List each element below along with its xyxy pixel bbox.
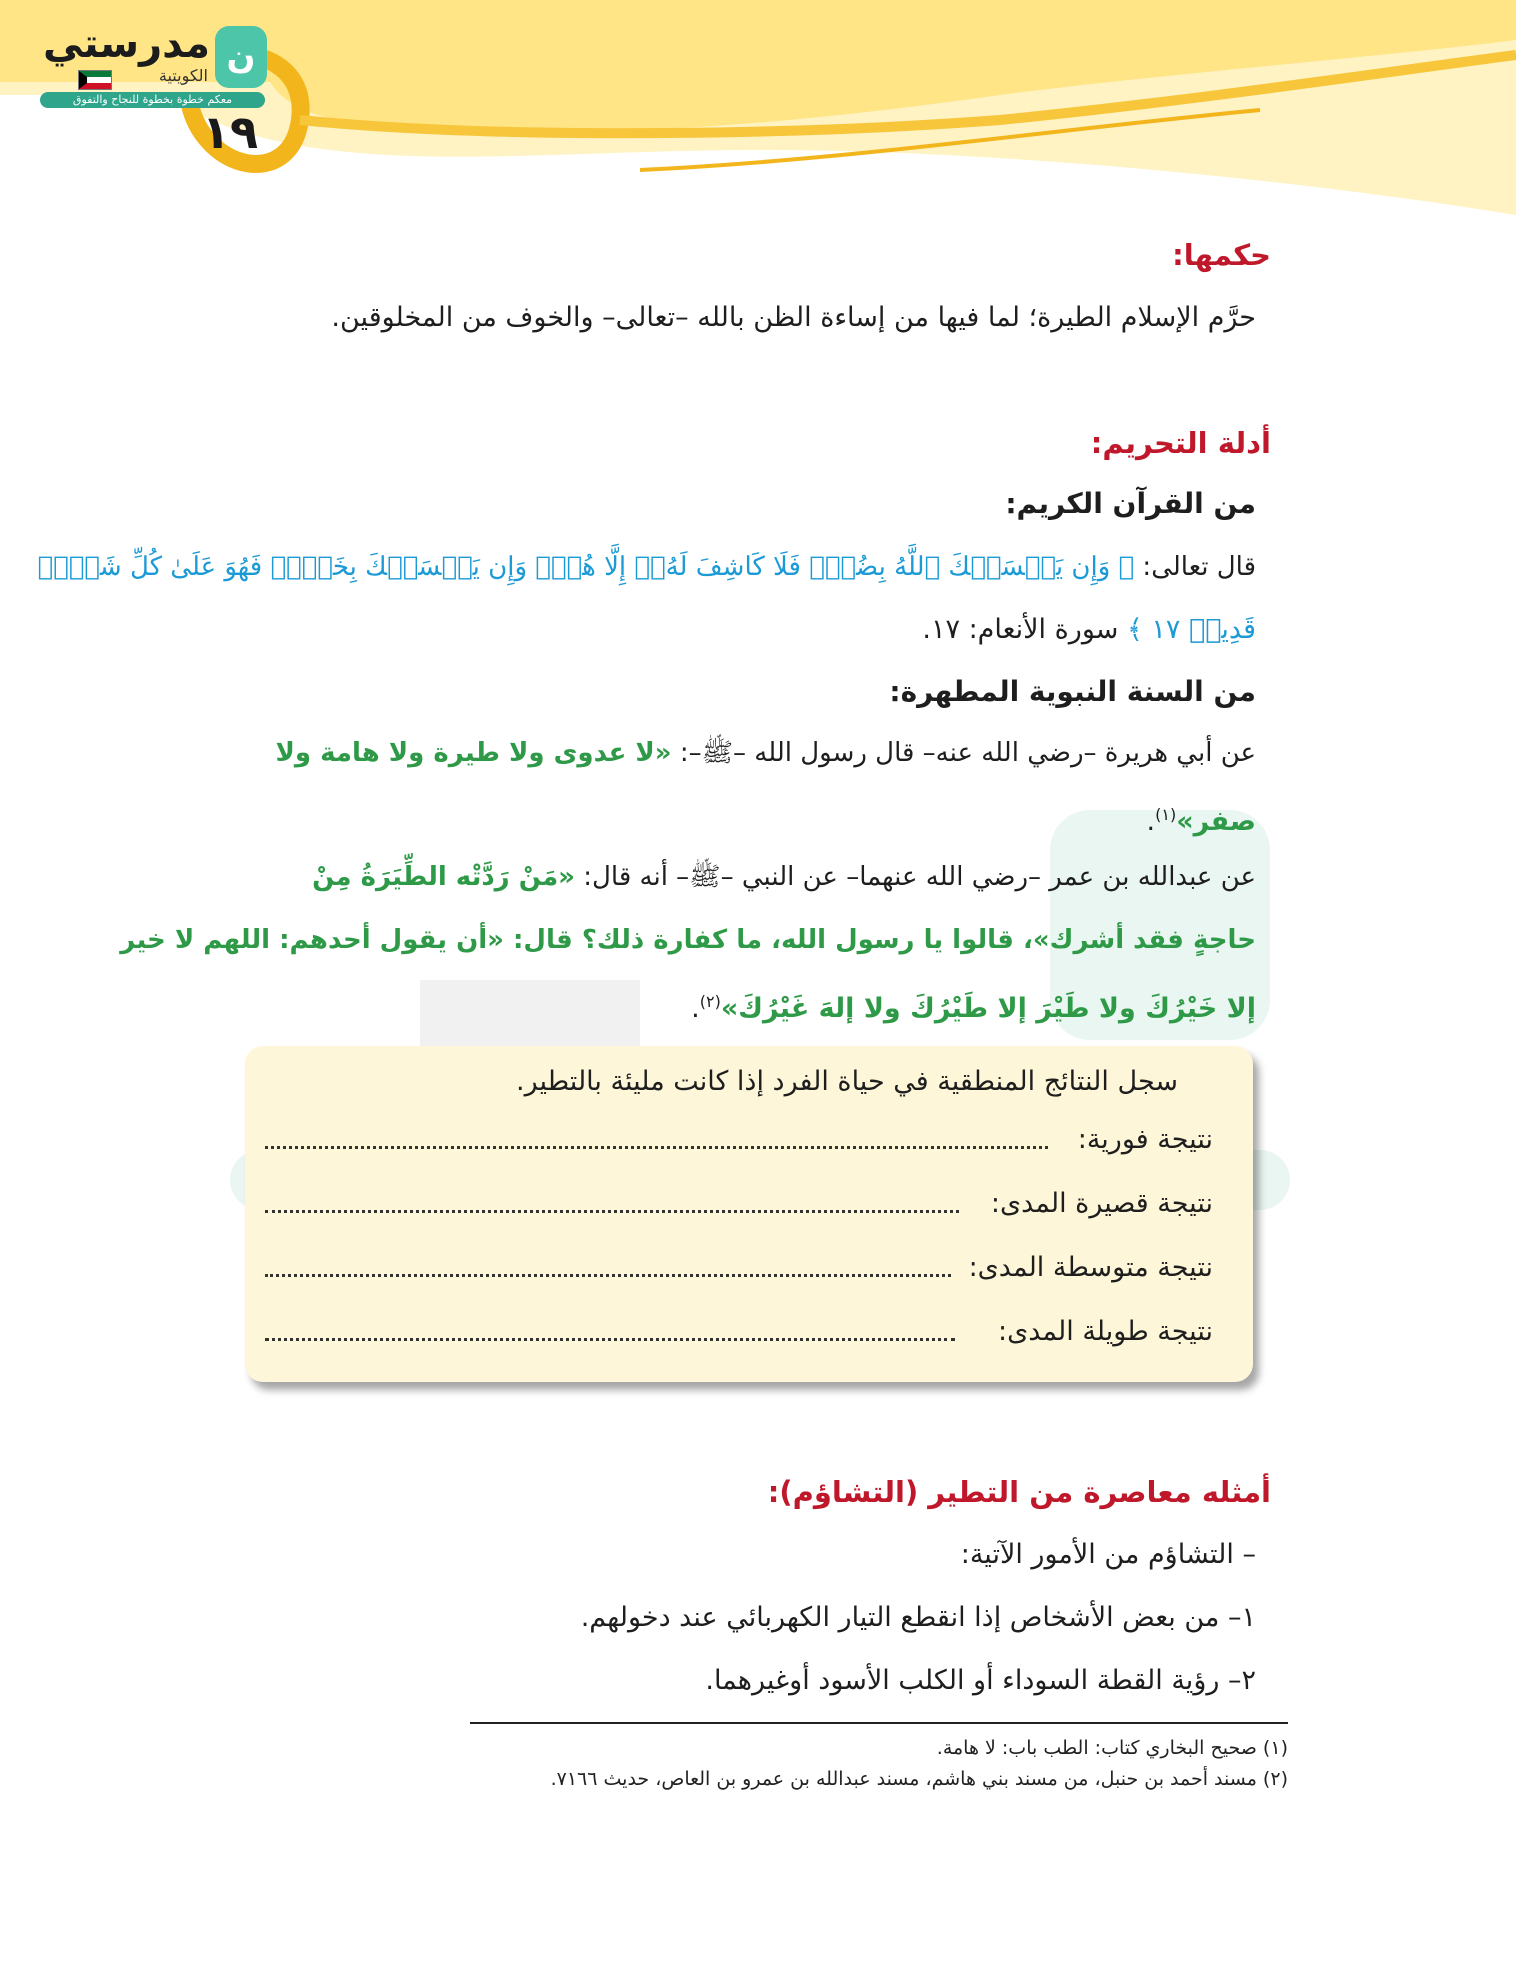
hadith1-intro: عن أبي هريرة –رضي الله عنه– قال رسول الله –ﷺ–: [671,738,1256,768]
hadith1-line-1 [276,733,1257,773]
hadith2-text-line1: «مَنْ رَدَّتْه الطِّيَرَةُ مِنْ [312,862,575,892]
footnote-mark-2: (٢) [699,992,721,1011]
logo-subtitle: الكويتية [158,66,208,85]
quran-line-2 [922,610,1256,650]
logo-tagline: معكم خطوة بخطوة للنجاح والتفوق [40,92,265,108]
hadith1-line-2: صفر»$^{(١)}$. [1146,805,1256,837]
hadith2-line3: إلا خَيْرُكَ ولا طَيْرَ إلا طَيْرُكَ ولا إلهَ غَيْرُكَ» [720,993,1256,1024]
hadith1-text-line2: صفر» [1176,806,1256,837]
quran-verse-line1: ﴿ وَإِن يَمۡسَسۡكَ ٱللَّهُ بِضُرّٖ فَلَا كَاشِفَ لَهُۥٓ إِلَّا هُوَۖ وَإِن يَمۡسَسۡكَ بِخَيۡرٖ فَهُوَ عَلَىٰ كُلِّ شَيۡءٖ [37,552,1135,582]
quran-reference: سورة الأنعام: ١٧. [922,614,1127,645]
footnote-mark-1: (١) [1155,805,1177,824]
madrasati-logo [40,20,270,115]
exercise-prompt: سجل النتائج المنطقية في حياة الفرد إذا كانت مليئة بالتطير. [516,1066,1178,1097]
hadith2-line2-part1: حاجةٍ فقد أشرك»، [1013,925,1256,955]
hadith1-text-line1: «لا عدوى ولا طيرة ولا هامة ولا [275,738,672,768]
quran-heading: من القرآن الكريم: [1005,487,1256,520]
footnote-2: (٢) مسند أحمد بن حنبل، من مسند بني هاشم، مسند عبدالله بن عمرو بن العاص، حديث ٧١٦٦. [550,1768,1288,1790]
quran-line-1 [38,547,1257,587]
footnote-1: (١) صحيح البخاري كتاب: الطب باب: لا هامة. [936,1737,1288,1759]
exercise-item-short-term: نتيجة قصيرة المدى: [990,1188,1213,1219]
answer-line-immediate[interactable] [265,1142,1048,1149]
hadith2-line-2 [120,920,1256,960]
answer-line-mid-term[interactable] [265,1270,951,1277]
hadith2-line2-part2: قالوا يا رسول الله، ما كفارة ذلك؟ قال: [503,925,1014,955]
example-item-2: ٢– رؤية القطة السوداء أو الكلب الأسود أوغيرهما. [705,1665,1256,1696]
hadith2-intro: عن عبدالله بن عمر –رضي الله عنهما– عن النبي –ﷺ– أنه قال: [574,862,1256,892]
answer-line-long-term[interactable] [265,1334,955,1341]
hadith2-line-1 [312,857,1256,897]
examples-intro: – التشاؤم من الأمور الآتية: [960,1539,1256,1570]
logo-title: مدرستي [42,21,210,67]
quran-verse-line2: قَدِيرٞ ١٧ ﴾ [1126,614,1256,645]
evidence-heading: أدلة التحريم: [1090,426,1271,460]
ruling-heading: حكمها: [1172,238,1271,272]
examples-heading: أمثله معاصرة من التطير (التشاؤم): [767,1475,1271,1509]
page-number: ١٩ [201,105,259,159]
madrasati-book-icon: ن [215,26,267,88]
exercise-item-immediate: نتيجة فورية: [1077,1124,1213,1155]
hadith2-line2-part3: «أن يقول أحدهم: اللهم لا خير [120,925,504,955]
answer-line-short-term[interactable] [265,1206,959,1213]
exercise-item-long-term: نتيجة طويلة المدى: [998,1316,1213,1347]
exercise-item-mid-term: نتيجة متوسطة المدى: [968,1252,1213,1283]
example-item-1: ١– من بعض الأشخاص إذا انقطع التيار الكهربائي عند دخولهم. [580,1602,1256,1633]
exercise-box [245,1046,1253,1382]
hadith2-line-3: إلا خَيْرُكَ ولا طَيْرَ إلا طَيْرُكَ ولا إلهَ غَيْرُكَ»$^{(٢)}$. [691,992,1256,1024]
footnote-divider [470,1722,1288,1724]
ruling-text: حرَّم الإسلام الطيرة؛ لما فيها من إساءة الظن بالله –تعالى– والخوف من المخلوقين. [331,302,1256,333]
sunnah-heading: من السنة النبوية المطهرة: [889,675,1256,708]
quran-intro: قال تعالى: [1134,552,1256,582]
